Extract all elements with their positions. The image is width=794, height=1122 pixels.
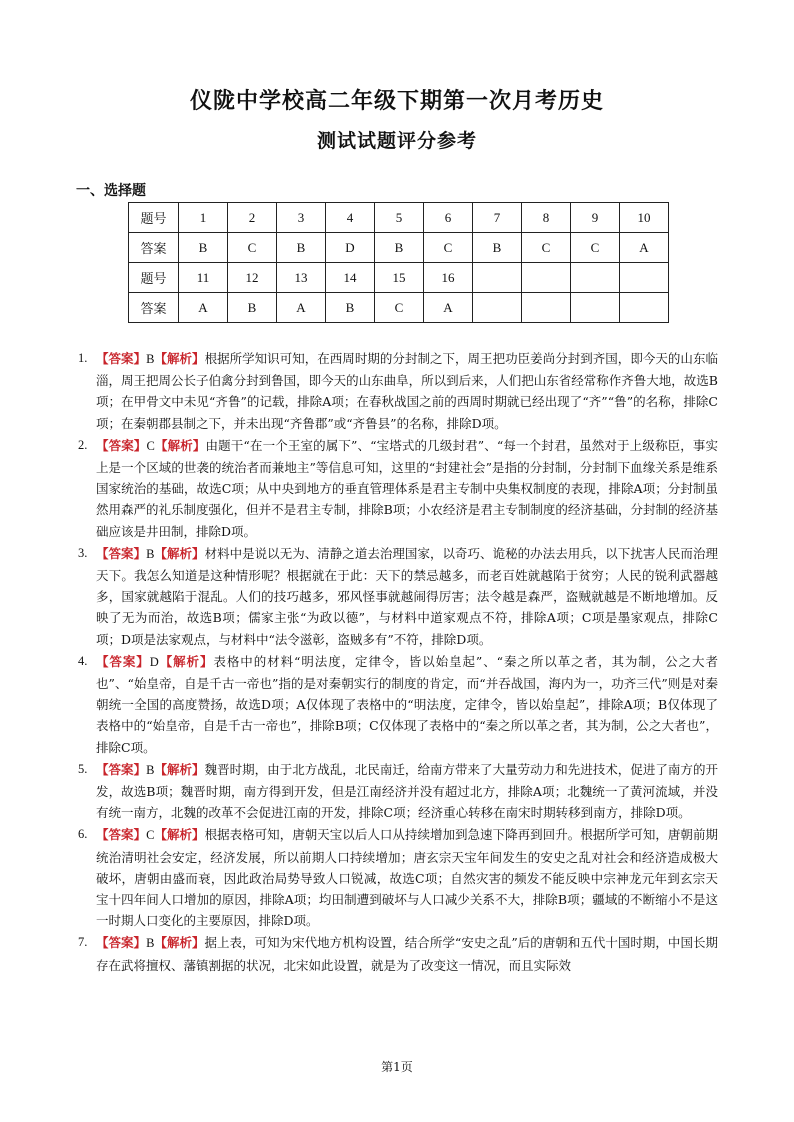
table-cell: 10 — [620, 203, 669, 233]
table-cell: B — [326, 293, 375, 323]
analysis-text: 根据表格可知，唐朝天宝以后人口从持续增加到急速下降再到回升。根据所学可知，唐朝前期统治清明社会安定，经济发展，所以前期人口持续增加；唐玄宗天宝年间发生的安史之乱对社会和经济造成极大破坏，唐朝由盛而衰，因此政治局势导致人口锐减，故选C项；自然灾害的频发不能反映中宗神龙元年到玄宗天宝十四年间人口增加的原因，排除A项；均田制遭到破坏与人口减少关系不大，排除B项；疆域的不断缩小不是这一时期人口变化的主要原因，排除D项。 — [96, 827, 718, 929]
table-cell: A — [179, 293, 228, 323]
table-row-header: 答案 — [129, 233, 179, 263]
answer-tag: 【答案】 — [96, 351, 147, 366]
answer-tag: 【答案】 — [96, 827, 147, 843]
table-cell — [620, 263, 669, 293]
table-cell: A — [277, 293, 326, 323]
item-body — [96, 824, 718, 931]
answer-tag: 【答案】 — [96, 437, 147, 453]
table-row — [129, 233, 669, 263]
answer-letter: B — [146, 546, 155, 561]
item-body — [96, 348, 718, 434]
analysis-tag: 【解析】 — [154, 351, 205, 366]
table-cell — [522, 293, 571, 323]
page-title: 仪陇中学校高二年级下期第一次月考历史 — [189, 89, 604, 114]
table-row-header: 题号 — [129, 263, 179, 293]
item-body — [96, 543, 718, 650]
table-cell: 1 — [179, 203, 228, 233]
answer-tag: 【答案】 — [96, 545, 147, 561]
list-item — [78, 543, 718, 650]
answer-letter: C — [146, 438, 155, 453]
table-cell: 13 — [277, 263, 326, 293]
analysis-tag: 【解析】 — [154, 935, 205, 951]
table-cell: 2 — [228, 203, 277, 233]
table-cell: B — [375, 233, 424, 263]
table-cell: C — [571, 233, 620, 263]
list-item — [78, 348, 718, 434]
item-number: 1. — [78, 351, 88, 365]
answer-letter: D — [149, 654, 159, 669]
item-number: 5. — [78, 761, 88, 776]
table-cell: 16 — [424, 263, 473, 293]
list-item — [78, 651, 718, 758]
table-cell: 9 — [571, 203, 620, 233]
table-cell — [571, 293, 620, 323]
answer-tag: 【答案】 — [96, 761, 147, 777]
item-body — [96, 759, 718, 824]
answer-table — [128, 202, 669, 323]
answer-letter: B — [146, 936, 155, 951]
analysis-text: 由题干“在一个王室的属下”、“宝塔式的几级封君”、“每一个封君，虽然对于上级称臣，事实上是一个区域的世袭的统治者而兼地主”等信息可知，这里的“封建社会”是指的分封制，分封制下血缘关系是维系国家统治的基础，故选C项；从中央到地方的垂直管理体系是君主专制中央集权制度的表现，排除A项；分封制虽然用森严的礼乐制度强化，但并不是君主专制，排除B项；小农经济是君主专制制度的经济基础，分封制的经济基础应该是井田制，排除D项。 — [96, 437, 718, 539]
table-row — [129, 203, 669, 233]
analysis-tag: 【解析】 — [158, 653, 214, 669]
table-cell: C — [522, 233, 571, 263]
table-cell: A — [620, 233, 669, 263]
table-cell — [571, 263, 620, 293]
table-cell: C — [228, 233, 277, 263]
table-cell: D — [326, 233, 375, 263]
table-cell: 5 — [375, 203, 424, 233]
answer-letter: B — [146, 352, 155, 366]
item-number: 7. — [78, 935, 88, 950]
table-cell: 12 — [228, 263, 277, 293]
item-body — [96, 435, 718, 542]
table-cell: 14 — [326, 263, 375, 293]
page-subtitle: 测试试题评分参考 — [316, 130, 477, 152]
answer-letter: B — [146, 762, 155, 777]
table-cell: B — [473, 233, 522, 263]
table-row — [129, 293, 669, 323]
item-number: 4. — [78, 653, 88, 668]
table-cell: 6 — [424, 203, 473, 233]
table-cell — [473, 293, 522, 323]
explanation-list — [78, 348, 718, 977]
item-number: 3. — [78, 545, 88, 560]
table-cell: B — [277, 233, 326, 263]
item-body — [96, 651, 718, 758]
analysis-text: 据上表，可知为宋代地方机构设置，结合所学“安史之乱”后的唐朝和五代十国时期，中国长期存在武将擅权、藩镇割据的状况，北宋如此设置，就是为了改变这一情况，而且实际效 — [96, 935, 718, 973]
table-cell — [522, 263, 571, 293]
list-item — [78, 759, 718, 824]
answer-tag: 【答案】 — [96, 653, 150, 669]
item-number: 2. — [78, 437, 88, 452]
analysis-tag: 【解析】 — [154, 545, 205, 561]
table-cell: B — [228, 293, 277, 323]
table-cell: A — [424, 293, 473, 323]
list-item — [78, 824, 718, 931]
item-body — [96, 932, 718, 975]
table-row-header: 答案 — [129, 293, 179, 323]
list-item — [78, 932, 718, 975]
analysis-text: 材料中是说以无为、清静之道去治理国家，以奇巧、诡秘的办法去用兵，以下扰害人民而治理天下。我怎么知道是这种情形呢？根据就在于此：天下的禁忌越多，而老百姓就越陷于贫穷；人民的锐利武器越多，国家就越陷于混乱。人们的技巧越多，邪风怪事就越闹得厉害；法令越是森严，盗贼就越是不断地增加。反映了无为而治，故选B项；儒家主张“为政以德”，与材料中道家观点不符，排除A项；C项是墨家观点，排除C项；D项是法家观点，与材料中“法令滋彰，盗贼多有”不符，排除D项。 — [96, 545, 718, 647]
analysis-text: 魏晋时期，由于北方战乱，北民南迁，给南方带来了大量劳动力和先进技术，促进了南方的开发，故选B项；魏晋时期，南方得到开发，但是江南经济并没有超过北方，排除A项；北魏统一了黄河流域，并没有统一南方，北魏的改革不会促进江南的开发，排除C项；经济重心转移在南宋时期转移到南方，排除D项。 — [96, 761, 718, 821]
table-cell — [473, 263, 522, 293]
table-cell: 15 — [375, 263, 424, 293]
analysis-tag: 【解析】 — [154, 827, 205, 843]
item-number: 6. — [78, 827, 88, 842]
analysis-text: 表格中的材料“明法度，定律令，皆以始皇起”、“秦之所以革之者，其为制，公之大者也”、“始皇帝，自是千古一帝也”指的是对秦朝实行的制度的肯定，而“并吞战国，海内为一，功齐三代”则是对秦朝统一全国的高度赞扬，故选D项；A仅体现了表格中的“明法度，定律令，皆以始皇起”，排除A项；B仅体现了表格中的“始皇帝，自是千古一帝也”，排除B项；C仅体现了表格中的“秦之所以革之者，其为制，公之大者也”，排除C项。 — [96, 653, 718, 755]
table-cell: 11 — [179, 263, 228, 293]
answer-letter: C — [146, 828, 155, 843]
section-title: 一、选择题 — [76, 183, 146, 199]
table-cell — [620, 293, 669, 323]
analysis-tag: 【解析】 — [154, 437, 206, 453]
table-row — [129, 263, 669, 293]
table-cell: C — [375, 293, 424, 323]
list-item — [78, 435, 718, 542]
analysis-text: 根据所学知识可知，在西周时期的分封制之下，周王把功臣姜尚分封到齐国，即今天的山东临淄，周王把周公长子伯禽分封到鲁国，即今天的山东曲阜，所以到后来，人们把山东省经常称作齐鲁大地，故选B项；在甲骨文中未见“齐鲁”的记载，排除A项；在春秋战国之前的西周时期就已经出现了“齐”“鲁”的名称，排除C项；在秦朝郡县制之下，并未出现“齐鲁郡”或“齐鲁县”的名称，排除D项。 — [96, 351, 718, 431]
table-cell: C — [424, 233, 473, 263]
table-cell: B — [179, 233, 228, 263]
table-cell: 8 — [522, 203, 571, 233]
analysis-tag: 【解析】 — [154, 761, 205, 777]
table-row-header: 题号 — [129, 203, 179, 233]
answer-tag: 【答案】 — [96, 935, 147, 951]
table-cell: 7 — [473, 203, 522, 233]
table-cell: 3 — [277, 203, 326, 233]
table-cell: 4 — [326, 203, 375, 233]
page-number: 第1页 — [381, 1060, 413, 1074]
